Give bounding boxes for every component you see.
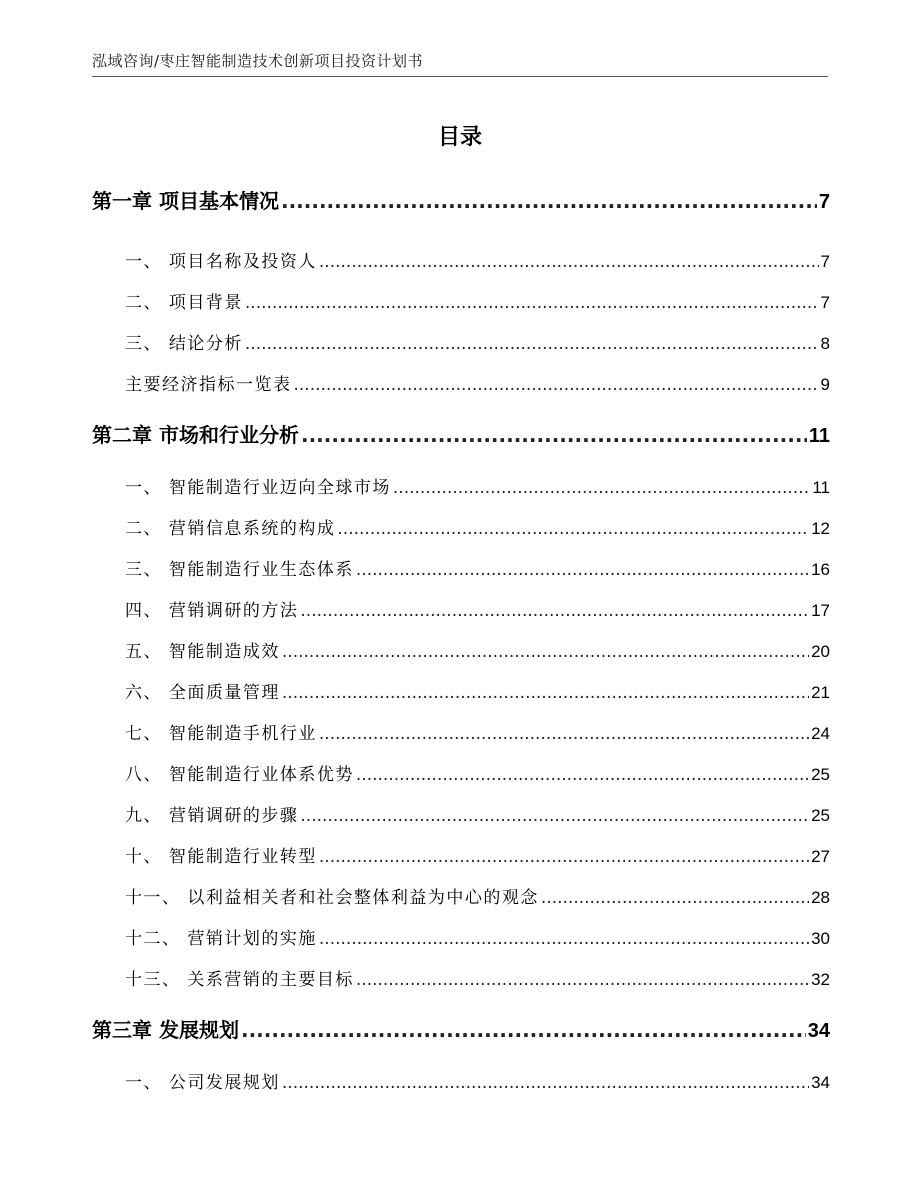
dot-leader [356,560,809,580]
toc-entry-label: 主要经济指标一览表 [125,375,292,395]
dot-leader [282,642,809,662]
dot-leader [337,519,809,539]
toc-entry-label: 第三章 发展规划 [92,1018,239,1042]
toc-entry-label: 十一、 以利益相关者和社会整体利益为中心的观念 [125,888,539,908]
dot-leader [356,765,809,785]
toc-entry-section[interactable] [125,329,830,354]
toc-entry-section[interactable] [125,555,830,580]
toc-entry-section[interactable] [125,924,830,949]
dot-leader [393,478,810,498]
toc-entry-section[interactable] [125,842,830,867]
toc-entry-section[interactable] [125,760,830,785]
toc-entry-page: 11 [808,425,830,447]
toc-entry-page: 25 [811,806,830,825]
toc-entry-label: 十二、 营销计划的实施 [125,929,317,949]
toc-entry-label: 二、 项目背景 [125,293,243,313]
dot-leader [245,334,819,354]
toc-entry-page: 21 [811,683,830,702]
toc-entry-label: 五、 智能制造成效 [125,642,280,662]
toc-entry-label: 第一章 项目基本情况 [92,189,279,213]
dot-leader [541,888,809,908]
toc-entry-label: 十、 智能制造行业转型 [125,847,317,867]
toc-entry-label: 二、 营销信息系统的构成 [125,519,336,539]
toc-entry-chapter[interactable] [92,419,830,448]
toc-entry-page: 34 [807,1020,830,1042]
dot-leader [300,806,809,826]
toc-entry-section[interactable] [125,1068,830,1093]
dot-leader [319,724,809,744]
dot-leader [282,1073,809,1093]
toc-entry-label: 六、 全面质量管理 [125,683,280,703]
dot-leader [281,189,817,213]
toc-entry-chapter[interactable] [92,1014,830,1043]
toc-entry-label: 四、 营销调研的方法 [125,601,299,621]
toc-entry-page: 8 [820,334,830,353]
toc-entry-page: 7 [820,293,830,312]
dot-leader [245,293,819,313]
toc-entry-section[interactable] [125,473,830,498]
toc-entry-section[interactable] [125,514,830,539]
toc-entry-page: 27 [811,847,830,866]
toc-entry-page: 25 [811,765,830,784]
toc-entry-label: 一、 项目名称及投资人 [125,252,317,272]
toc-entry-page: 30 [811,929,830,948]
toc-entry-page: 11 [812,478,830,497]
toc-entry-page: 24 [811,724,830,743]
toc-entry-section[interactable] [125,883,830,908]
dot-leader [356,970,809,990]
toc-entry-section[interactable] [125,370,830,395]
toc-entry-section[interactable] [125,719,830,744]
toc-entry-section[interactable] [125,247,830,272]
toc-entry-page: 28 [811,888,830,907]
toc-entry-page: 34 [811,1073,830,1092]
document-header: 泓域咨询/枣庄智能制造技术创新项目投资计划书 [92,52,424,70]
toc-entry-page: 7 [820,252,830,271]
toc-entry-label: 三、 结论分析 [125,334,243,354]
toc-entry-label: 九、 营销调研的步骤 [125,806,299,826]
dot-leader [319,847,809,867]
toc-entry-page: 32 [811,970,830,989]
toc-title: 目录 [437,125,482,150]
toc-entry-page: 12 [811,519,830,538]
dot-leader [300,601,809,621]
dot-leader [241,1018,806,1042]
dot-leader [319,252,819,272]
toc-entry-section[interactable] [125,801,830,826]
toc-entry-section[interactable] [125,596,830,621]
toc-entry-page: 20 [811,642,830,661]
toc-entry-page: 17 [811,601,830,620]
toc-entry-label: 七、 智能制造手机行业 [125,724,317,744]
toc-entry-page: 7 [818,191,830,213]
dot-leader [301,423,807,447]
toc-entry-section[interactable] [125,965,830,990]
toc-entry-section[interactable] [125,288,830,313]
toc-entry-section[interactable] [125,678,830,703]
toc-entry-page: 9 [820,375,830,394]
toc-entry-label: 三、 智能制造行业生态体系 [125,560,354,580]
toc-entry-label: 八、 智能制造行业体系优势 [125,765,354,785]
toc-entry-label: 十三、 关系营销的主要目标 [125,970,354,990]
dot-leader [282,683,809,703]
toc-entry-label: 一、 智能制造行业迈向全球市场 [125,478,391,498]
dot-leader [319,929,809,949]
toc-entry-label: 第二章 市场和行业分析 [92,423,299,447]
toc-entry-label: 一、 公司发展规划 [125,1073,280,1093]
toc-entry-page: 16 [811,560,830,579]
header-rule [92,76,828,77]
toc-entry-chapter[interactable] [92,185,830,214]
toc-entry-section[interactable] [125,637,830,662]
dot-leader [294,375,819,395]
